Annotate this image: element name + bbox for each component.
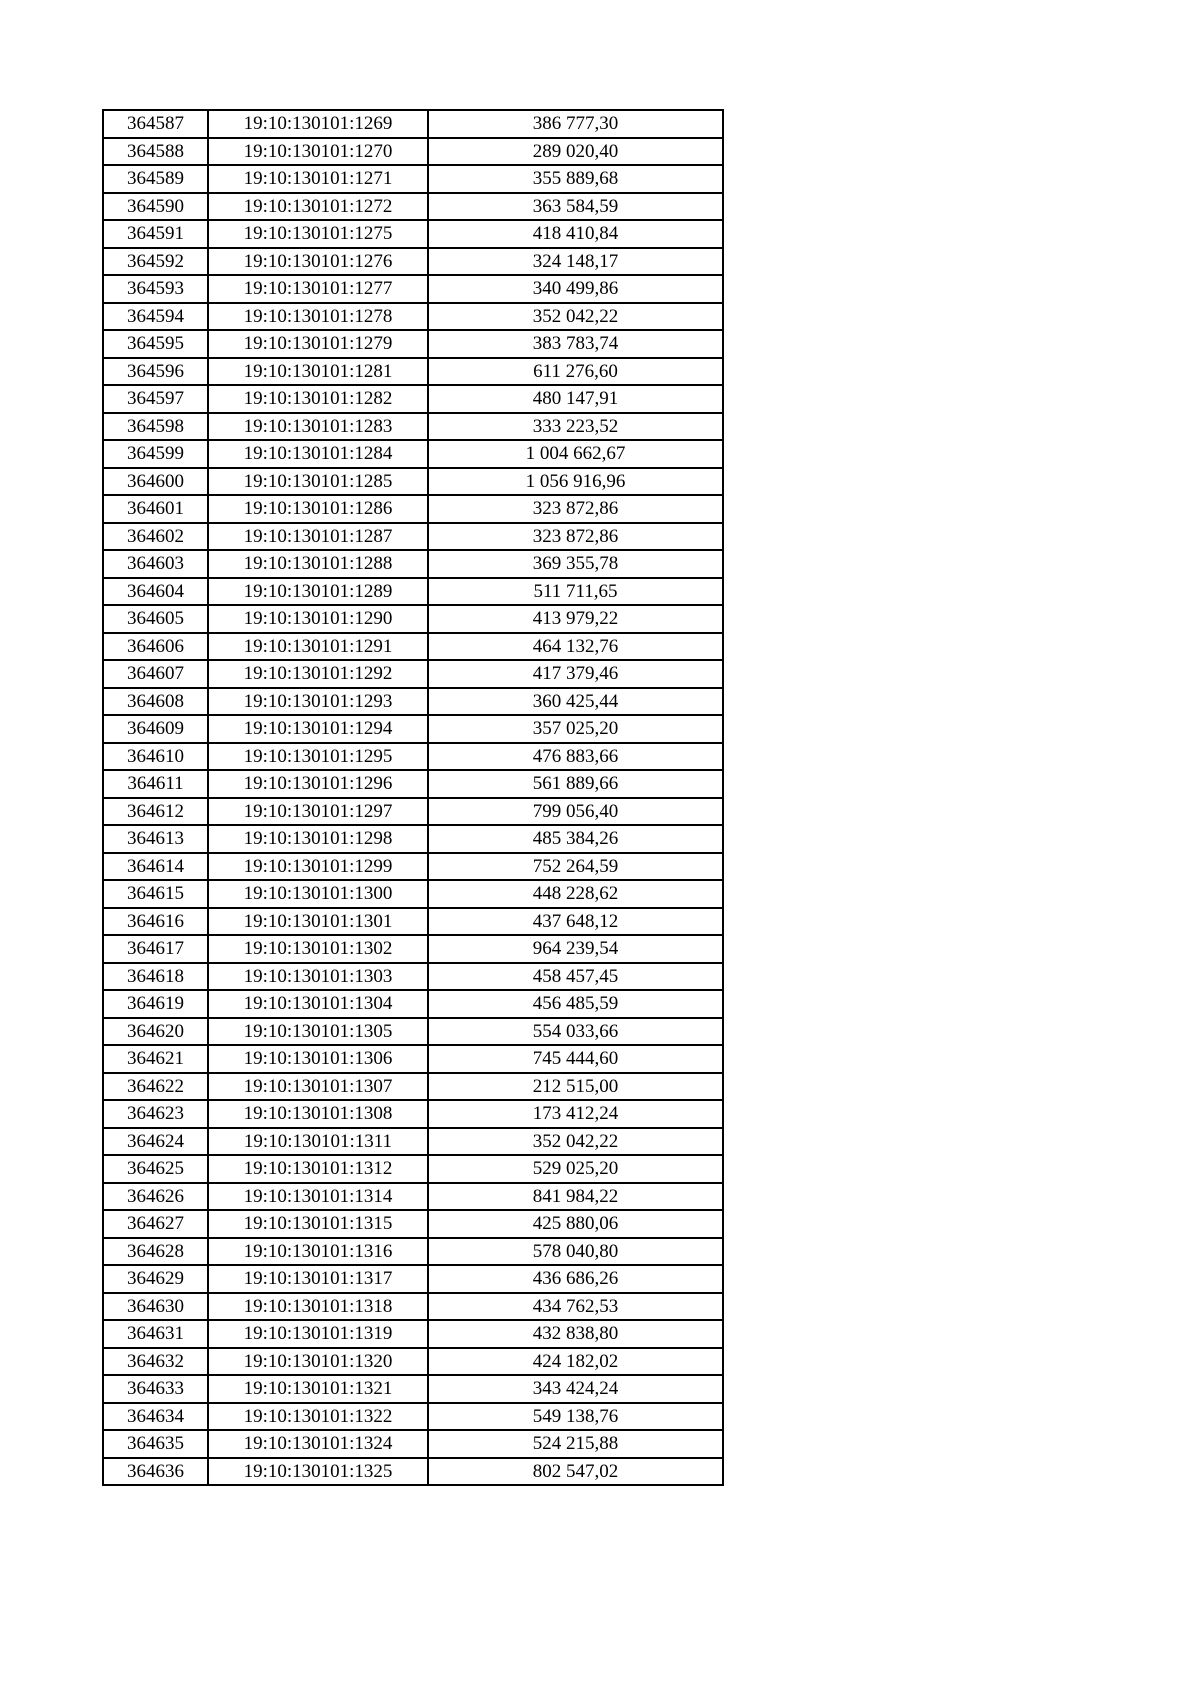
- cadastral-value-cell: 841 984,22: [428, 1183, 723, 1211]
- cadastral-value-cell: 343 424,24: [428, 1375, 723, 1403]
- row-number-cell: 364608: [103, 688, 208, 716]
- cadastral-value-cell: 458 457,45: [428, 963, 723, 991]
- cadastral-value-cell: 363 584,59: [428, 193, 723, 221]
- cadastral-value-cell: 360 425,44: [428, 688, 723, 716]
- row-number-cell: 364619: [103, 990, 208, 1018]
- table-body: [103, 110, 723, 1485]
- cadastral-number-cell: 19:10:130101:1304: [208, 990, 428, 1018]
- row-number-cell: 364634: [103, 1403, 208, 1431]
- cadastral-value-cell: 464 132,76: [428, 633, 723, 661]
- cadastral-number-cell: 19:10:130101:1322: [208, 1403, 428, 1431]
- table-row: [103, 330, 723, 358]
- cadastral-number-cell: 19:10:130101:1289: [208, 578, 428, 606]
- table-row: [103, 1183, 723, 1211]
- table-row: [103, 1430, 723, 1458]
- table-row: [103, 935, 723, 963]
- table-row: [103, 578, 723, 606]
- row-number-cell: 364592: [103, 248, 208, 276]
- row-number-cell: 364595: [103, 330, 208, 358]
- cadastral-number-cell: 19:10:130101:1278: [208, 303, 428, 331]
- table-row: [103, 1128, 723, 1156]
- row-number-cell: 364589: [103, 165, 208, 193]
- cadastral-value-cell: 434 762,53: [428, 1293, 723, 1321]
- cadastral-number-cell: 19:10:130101:1315: [208, 1210, 428, 1238]
- table-row: [103, 1018, 723, 1046]
- cadastral-value-cell: 357 025,20: [428, 715, 723, 743]
- cadastral-number-cell: 19:10:130101:1279: [208, 330, 428, 358]
- cadastral-number-cell: 19:10:130101:1312: [208, 1155, 428, 1183]
- cadastral-value-cell: 340 499,86: [428, 275, 723, 303]
- cadastral-value-cell: 752 264,59: [428, 853, 723, 881]
- cadastral-value-cell: 799 056,40: [428, 798, 723, 826]
- row-number-cell: 364624: [103, 1128, 208, 1156]
- row-number-cell: 364617: [103, 935, 208, 963]
- cadastral-number-cell: 19:10:130101:1303: [208, 963, 428, 991]
- cadastral-number-cell: 19:10:130101:1325: [208, 1458, 428, 1486]
- row-number-cell: 364611: [103, 770, 208, 798]
- table-row: [103, 358, 723, 386]
- table-row: [103, 660, 723, 688]
- row-number-cell: 364626: [103, 1183, 208, 1211]
- cadastral-value-cell: 369 355,78: [428, 550, 723, 578]
- cadastral-value-cell: 355 889,68: [428, 165, 723, 193]
- cadastral-value-cell: 352 042,22: [428, 303, 723, 331]
- row-number-cell: 364610: [103, 743, 208, 771]
- cadastral-value-cell: 323 872,86: [428, 495, 723, 523]
- table-row: [103, 853, 723, 881]
- table-row: [103, 248, 723, 276]
- cadastral-number-cell: 19:10:130101:1308: [208, 1100, 428, 1128]
- cadastral-value-cell: 383 783,74: [428, 330, 723, 358]
- cadastral-value-cell: 1 056 916,96: [428, 468, 723, 496]
- table-row: [103, 770, 723, 798]
- cadastral-number-cell: 19:10:130101:1311: [208, 1128, 428, 1156]
- cadastral-number-cell: 19:10:130101:1300: [208, 880, 428, 908]
- table-row: [103, 1265, 723, 1293]
- table-row: [103, 798, 723, 826]
- cadastral-value-cell: 333 223,52: [428, 413, 723, 441]
- table-row: [103, 110, 723, 138]
- row-number-cell: 364593: [103, 275, 208, 303]
- cadastral-number-cell: 19:10:130101:1314: [208, 1183, 428, 1211]
- cadastral-number-cell: 19:10:130101:1296: [208, 770, 428, 798]
- cadastral-number-cell: 19:10:130101:1307: [208, 1073, 428, 1101]
- row-number-cell: 364604: [103, 578, 208, 606]
- row-number-cell: 364596: [103, 358, 208, 386]
- row-number-cell: 364625: [103, 1155, 208, 1183]
- row-number-cell: 364591: [103, 220, 208, 248]
- table-row: [103, 715, 723, 743]
- cadastral-number-cell: 19:10:130101:1282: [208, 385, 428, 413]
- cadastral-value-cell: 511 711,65: [428, 578, 723, 606]
- row-number-cell: 364613: [103, 825, 208, 853]
- table-row: [103, 990, 723, 1018]
- cadastral-value-table: [102, 109, 724, 1486]
- cadastral-number-cell: 19:10:130101:1297: [208, 798, 428, 826]
- row-number-cell: 364609: [103, 715, 208, 743]
- cadastral-value-cell: 485 384,26: [428, 825, 723, 853]
- cadastral-value-cell: 611 276,60: [428, 358, 723, 386]
- table-row: [103, 523, 723, 551]
- table-row: [103, 193, 723, 221]
- row-number-cell: 364590: [103, 193, 208, 221]
- table-row: [103, 1293, 723, 1321]
- table-row: [103, 165, 723, 193]
- table-row: [103, 495, 723, 523]
- row-number-cell: 364587: [103, 110, 208, 138]
- row-number-cell: 364620: [103, 1018, 208, 1046]
- row-number-cell: 364636: [103, 1458, 208, 1486]
- row-number-cell: 364621: [103, 1045, 208, 1073]
- row-number-cell: 364623: [103, 1100, 208, 1128]
- cadastral-value-cell: 432 838,80: [428, 1320, 723, 1348]
- cadastral-number-cell: 19:10:130101:1293: [208, 688, 428, 716]
- table-row: [103, 1320, 723, 1348]
- row-number-cell: 364598: [103, 413, 208, 441]
- row-number-cell: 364616: [103, 908, 208, 936]
- cadastral-number-cell: 19:10:130101:1295: [208, 743, 428, 771]
- cadastral-value-cell: 289 020,40: [428, 138, 723, 166]
- cadastral-number-cell: 19:10:130101:1306: [208, 1045, 428, 1073]
- cadastral-value-cell: 549 138,76: [428, 1403, 723, 1431]
- row-number-cell: 364635: [103, 1430, 208, 1458]
- table-row: [103, 275, 723, 303]
- cadastral-number-cell: 19:10:130101:1316: [208, 1238, 428, 1266]
- cadastral-number-cell: 19:10:130101:1317: [208, 1265, 428, 1293]
- row-number-cell: 364630: [103, 1293, 208, 1321]
- table-row: [103, 1045, 723, 1073]
- row-number-cell: 364632: [103, 1348, 208, 1376]
- table-row: [103, 303, 723, 331]
- cadastral-number-cell: 19:10:130101:1290: [208, 605, 428, 633]
- cadastral-value-cell: 448 228,62: [428, 880, 723, 908]
- cadastral-number-cell: 19:10:130101:1318: [208, 1293, 428, 1321]
- row-number-cell: 364615: [103, 880, 208, 908]
- row-number-cell: 364633: [103, 1375, 208, 1403]
- cadastral-number-cell: 19:10:130101:1276: [208, 248, 428, 276]
- table-row: [103, 963, 723, 991]
- cadastral-number-cell: 19:10:130101:1299: [208, 853, 428, 881]
- table-row: [103, 1100, 723, 1128]
- table-row: [103, 1403, 723, 1431]
- cadastral-value-cell: 413 979,22: [428, 605, 723, 633]
- cadastral-number-cell: 19:10:130101:1324: [208, 1430, 428, 1458]
- cadastral-number-cell: 19:10:130101:1291: [208, 633, 428, 661]
- cadastral-value-cell: 578 040,80: [428, 1238, 723, 1266]
- cadastral-number-cell: 19:10:130101:1287: [208, 523, 428, 551]
- cadastral-number-cell: 19:10:130101:1286: [208, 495, 428, 523]
- cadastral-value-cell: 456 485,59: [428, 990, 723, 1018]
- table-row: [103, 743, 723, 771]
- cadastral-value-cell: 173 412,24: [428, 1100, 723, 1128]
- table-row: [103, 1238, 723, 1266]
- cadastral-number-cell: 19:10:130101:1284: [208, 440, 428, 468]
- cadastral-value-cell: 480 147,91: [428, 385, 723, 413]
- cadastral-number-cell: 19:10:130101:1288: [208, 550, 428, 578]
- cadastral-number-cell: 19:10:130101:1321: [208, 1375, 428, 1403]
- cadastral-value-cell: 745 444,60: [428, 1045, 723, 1073]
- cadastral-number-cell: 19:10:130101:1271: [208, 165, 428, 193]
- row-number-cell: 364605: [103, 605, 208, 633]
- table-row: [103, 138, 723, 166]
- cadastral-value-cell: 424 182,02: [428, 1348, 723, 1376]
- cadastral-number-cell: 19:10:130101:1277: [208, 275, 428, 303]
- table-row: [103, 385, 723, 413]
- cadastral-value-cell: 352 042,22: [428, 1128, 723, 1156]
- row-number-cell: 364588: [103, 138, 208, 166]
- cadastral-value-cell: 1 004 662,67: [428, 440, 723, 468]
- cadastral-value-cell: 476 883,66: [428, 743, 723, 771]
- row-number-cell: 364607: [103, 660, 208, 688]
- row-number-cell: 364629: [103, 1265, 208, 1293]
- cadastral-number-cell: 19:10:130101:1320: [208, 1348, 428, 1376]
- cadastral-number-cell: 19:10:130101:1270: [208, 138, 428, 166]
- row-number-cell: 364594: [103, 303, 208, 331]
- cadastral-value-cell: 418 410,84: [428, 220, 723, 248]
- cadastral-value-cell: 561 889,66: [428, 770, 723, 798]
- row-number-cell: 364601: [103, 495, 208, 523]
- cadastral-value-cell: 554 033,66: [428, 1018, 723, 1046]
- table-row: [103, 880, 723, 908]
- table-row: [103, 1210, 723, 1238]
- cadastral-number-cell: 19:10:130101:1301: [208, 908, 428, 936]
- row-number-cell: 364618: [103, 963, 208, 991]
- cadastral-number-cell: 19:10:130101:1269: [208, 110, 428, 138]
- cadastral-number-cell: 19:10:130101:1272: [208, 193, 428, 221]
- cadastral-number-cell: 19:10:130101:1275: [208, 220, 428, 248]
- cadastral-number-cell: 19:10:130101:1294: [208, 715, 428, 743]
- cadastral-value-cell: 425 880,06: [428, 1210, 723, 1238]
- table-row: [103, 1073, 723, 1101]
- row-number-cell: 364631: [103, 1320, 208, 1348]
- cadastral-value-cell: 524 215,88: [428, 1430, 723, 1458]
- table-row: [103, 633, 723, 661]
- cadastral-value-cell: 529 025,20: [428, 1155, 723, 1183]
- table-row: [103, 1155, 723, 1183]
- table-row: [103, 550, 723, 578]
- table-row: [103, 605, 723, 633]
- table-row: [103, 220, 723, 248]
- row-number-cell: 364602: [103, 523, 208, 551]
- cadastral-value-cell: 437 648,12: [428, 908, 723, 936]
- table-row: [103, 908, 723, 936]
- row-number-cell: 364599: [103, 440, 208, 468]
- cadastral-value-cell: 802 547,02: [428, 1458, 723, 1486]
- cadastral-number-cell: 19:10:130101:1292: [208, 660, 428, 688]
- row-number-cell: 364603: [103, 550, 208, 578]
- row-number-cell: 364628: [103, 1238, 208, 1266]
- cadastral-number-cell: 19:10:130101:1298: [208, 825, 428, 853]
- cadastral-number-cell: 19:10:130101:1285: [208, 468, 428, 496]
- row-number-cell: 364606: [103, 633, 208, 661]
- cadastral-value-cell: 436 686,26: [428, 1265, 723, 1293]
- cadastral-value-cell: 964 239,54: [428, 935, 723, 963]
- row-number-cell: 364622: [103, 1073, 208, 1101]
- cadastral-value-cell: 386 777,30: [428, 110, 723, 138]
- cadastral-number-cell: 19:10:130101:1319: [208, 1320, 428, 1348]
- row-number-cell: 364600: [103, 468, 208, 496]
- row-number-cell: 364614: [103, 853, 208, 881]
- table-row: [103, 1348, 723, 1376]
- cadastral-value-cell: 324 148,17: [428, 248, 723, 276]
- row-number-cell: 364597: [103, 385, 208, 413]
- table-row: [103, 468, 723, 496]
- table-row: [103, 440, 723, 468]
- cadastral-value-cell: 417 379,46: [428, 660, 723, 688]
- cadastral-number-cell: 19:10:130101:1305: [208, 1018, 428, 1046]
- table-row: [103, 1375, 723, 1403]
- table-row: [103, 825, 723, 853]
- table-row: [103, 413, 723, 441]
- cadastral-number-cell: 19:10:130101:1281: [208, 358, 428, 386]
- cadastral-number-cell: 19:10:130101:1283: [208, 413, 428, 441]
- table-row: [103, 1458, 723, 1486]
- cadastral-value-cell: 323 872,86: [428, 523, 723, 551]
- row-number-cell: 364612: [103, 798, 208, 826]
- table-row: [103, 688, 723, 716]
- row-number-cell: 364627: [103, 1210, 208, 1238]
- cadastral-value-cell: 212 515,00: [428, 1073, 723, 1101]
- cadastral-number-cell: 19:10:130101:1302: [208, 935, 428, 963]
